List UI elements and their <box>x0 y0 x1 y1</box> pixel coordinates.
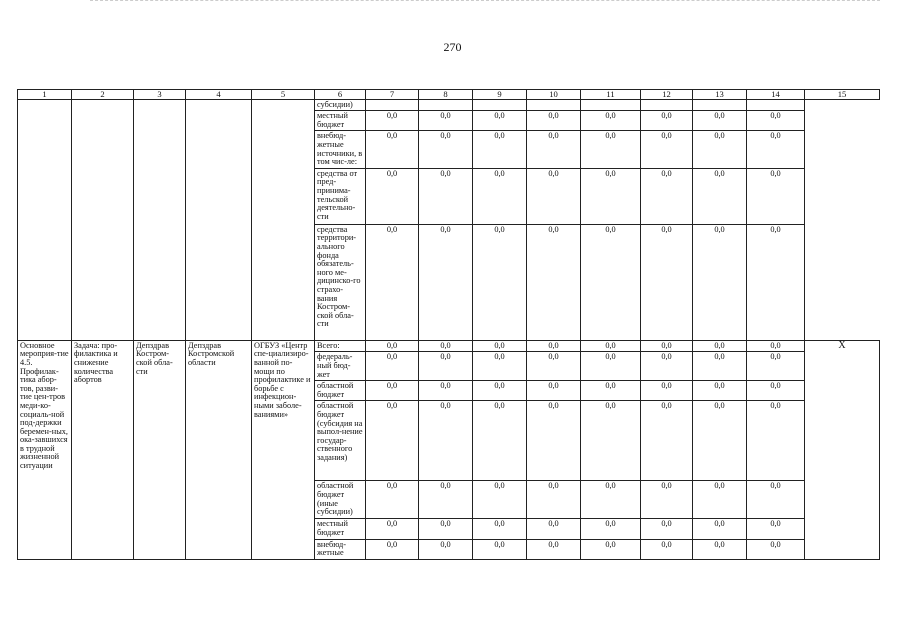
value-cell: 0,0 <box>366 111 419 131</box>
value-cell: 0,0 <box>693 111 747 131</box>
value-cell: 0,0 <box>419 340 473 352</box>
value-cell: 0,0 <box>366 481 419 519</box>
header-cell-13: 13 <box>693 90 747 100</box>
value-cell: 0,0 <box>527 168 581 224</box>
value-cell: 0,0 <box>581 381 641 401</box>
source-label: внебюд-жетные <box>315 539 366 559</box>
value-cell: 0,0 <box>641 111 693 131</box>
empty-cell-col1 <box>18 99 72 340</box>
value-cell: 0,0 <box>693 381 747 401</box>
header-cell-4: 4 <box>186 90 252 100</box>
value-cell: 0,0 <box>366 381 419 401</box>
value-cell: 0,0 <box>527 481 581 519</box>
value-cell: 0,0 <box>747 168 805 224</box>
value-cell: 0,0 <box>581 131 641 168</box>
value-cell: 0,0 <box>641 224 693 340</box>
value-cell: 0,0 <box>747 519 805 539</box>
value-cell: 0,0 <box>473 340 527 352</box>
value-cell: 0,0 <box>473 224 527 340</box>
source-label: внебюд-жетные источники, в том чис-ле: <box>315 131 366 168</box>
value-cell: 0,0 <box>641 340 693 352</box>
value-cell: 0,0 <box>419 224 473 340</box>
value-cell: 0,0 <box>747 340 805 352</box>
value-cell: 0,0 <box>693 224 747 340</box>
header-cell-5: 5 <box>252 90 315 100</box>
header-cell-14: 14 <box>747 90 805 100</box>
header-cell-3: 3 <box>134 90 186 100</box>
value-cell: 0,0 <box>527 401 581 481</box>
value-cell: 0,0 <box>473 519 527 539</box>
value-cell: 0,0 <box>747 401 805 481</box>
value-cell: 0,0 <box>641 381 693 401</box>
value-cell: 0,0 <box>693 352 747 381</box>
value-cell <box>693 99 747 111</box>
value-cell: 0,0 <box>581 224 641 340</box>
value-cell: 0,0 <box>473 131 527 168</box>
value-cell: 0,0 <box>581 481 641 519</box>
value-cell: 0,0 <box>473 381 527 401</box>
value-cell: 0,0 <box>527 381 581 401</box>
value-cell: 0,0 <box>366 401 419 481</box>
event-executor: Депздрав Костромской области <box>186 340 252 559</box>
table-row <box>18 340 880 352</box>
value-cell: 0,0 <box>641 168 693 224</box>
value-cell: 0,0 <box>366 131 419 168</box>
value-cell: 0,0 <box>473 539 527 559</box>
value-cell: 0,0 <box>527 539 581 559</box>
header-cell-10: 10 <box>527 90 581 100</box>
value-cell: 0,0 <box>527 519 581 539</box>
header-cell-6: 6 <box>315 90 366 100</box>
value-cell: 0,0 <box>693 168 747 224</box>
value-cell: 0,0 <box>473 168 527 224</box>
value-cell <box>366 99 419 111</box>
value-cell: 0,0 <box>747 481 805 519</box>
value-cell: 0,0 <box>419 111 473 131</box>
value-cell: 0,0 <box>747 131 805 168</box>
event-participant: ОГБУЗ «Центр спе-циализиро-ванной по-мощи по профилактике и борьбе с инфекцион-ными заболе-ваниями» <box>252 340 315 559</box>
value-cell: 0,0 <box>747 381 805 401</box>
value-cell: 0,0 <box>693 401 747 481</box>
header-cell-2: 2 <box>72 90 134 100</box>
value-cell: 0,0 <box>581 168 641 224</box>
value-cell: 0,0 <box>641 519 693 539</box>
value-cell: 0,0 <box>419 481 473 519</box>
value-cell: 0,0 <box>641 539 693 559</box>
value-cell <box>419 99 473 111</box>
value-cell: 0,0 <box>419 539 473 559</box>
page-number: 270 <box>443 40 462 54</box>
value-cell: 0,0 <box>419 519 473 539</box>
budget-table <box>17 89 880 560</box>
value-cell: 0,0 <box>473 401 527 481</box>
event-coordinator: Депздрав Костром-ской обла-сти <box>134 340 186 559</box>
empty-cell-col3 <box>134 99 186 340</box>
value-cell: 0,0 <box>527 111 581 131</box>
value-cell: 0,0 <box>747 111 805 131</box>
value-cell: 0,0 <box>581 539 641 559</box>
source-label: Всего: <box>315 340 366 352</box>
value-cell: 0,0 <box>747 539 805 559</box>
value-cell <box>527 99 581 111</box>
value-cell: 0,0 <box>581 111 641 131</box>
value-cell: 0,0 <box>527 224 581 340</box>
value-cell: 0,0 <box>527 340 581 352</box>
value-cell: 0,0 <box>641 401 693 481</box>
value-cell: 0,0 <box>419 401 473 481</box>
empty-cell-col2 <box>72 99 134 340</box>
header-cell-1: 1 <box>18 90 72 100</box>
header-cell-8: 8 <box>419 90 473 100</box>
value-cell: 0,0 <box>473 481 527 519</box>
source-label: федераль-ный бюд-жет <box>315 352 366 381</box>
value-cell: 0,0 <box>419 168 473 224</box>
header-row <box>18 90 880 100</box>
value-cell: 0,0 <box>527 352 581 381</box>
value-cell <box>581 99 641 111</box>
value-cell <box>473 99 527 111</box>
event-name: Основное мероприя-тие 4.5. Профилак-тика абор-тов, разви-тие цен-тров меди-ко-социаль-ной под-держки беремен-ных, ока-завшихся в трудной жизненной ситуации <box>18 340 72 559</box>
empty-cell-col4 <box>186 99 252 340</box>
source-label: средства территори-ального фонда обязатель-ного ме-дицинско-го страхо-вания Костром-ской обла-сти <box>315 224 366 340</box>
source-label: местный бюджет <box>315 111 366 131</box>
source-label: областной бюджет (иные субсидии) <box>315 481 366 519</box>
value-cell: 0,0 <box>366 352 419 381</box>
value-cell: 0,0 <box>641 352 693 381</box>
value-cell: 0,0 <box>419 352 473 381</box>
source-label: средства от пред-принима-тельской деятельно-сти <box>315 168 366 224</box>
value-cell: 0,0 <box>581 340 641 352</box>
header-cell-11: 11 <box>581 90 641 100</box>
value-cell: 0,0 <box>419 381 473 401</box>
value-cell: 0,0 <box>641 131 693 168</box>
value-cell: 0,0 <box>693 340 747 352</box>
scan-artifact-line <box>90 0 880 1</box>
source-label: областной бюджет <box>315 381 366 401</box>
table-row <box>18 99 880 111</box>
value-cell: 0,0 <box>693 131 747 168</box>
value-cell: 0,0 <box>581 401 641 481</box>
value-cell: 0,0 <box>693 519 747 539</box>
value-cell: 0,0 <box>366 340 419 352</box>
header-cell-15: 15 <box>805 90 880 100</box>
source-label: местный бюджет <box>315 519 366 539</box>
source-label: субсидии) <box>315 99 366 111</box>
value-cell: 0,0 <box>473 352 527 381</box>
event-task: Задача: про-филактика и снижение количества абортов <box>72 340 134 559</box>
value-cell: 0,0 <box>693 539 747 559</box>
value-cell: 0,0 <box>366 539 419 559</box>
value-cell: 0,0 <box>581 519 641 539</box>
value-cell: 0,0 <box>366 224 419 340</box>
value-cell: 0,0 <box>527 131 581 168</box>
value-cell: 0,0 <box>419 131 473 168</box>
empty-cell-col15 <box>805 99 880 340</box>
value-cell: 0,0 <box>747 224 805 340</box>
empty-cell-col5 <box>252 99 315 340</box>
value-cell: 0,0 <box>473 111 527 131</box>
header-cell-12: 12 <box>641 90 693 100</box>
value-cell: 0,0 <box>366 168 419 224</box>
value-cell: 0,0 <box>366 519 419 539</box>
event-mark: Х <box>805 340 880 559</box>
value-cell: 0,0 <box>581 352 641 381</box>
value-cell: 0,0 <box>747 352 805 381</box>
header-cell-9: 9 <box>473 90 527 100</box>
value-cell: 0,0 <box>641 481 693 519</box>
value-cell <box>641 99 693 111</box>
value-cell: 0,0 <box>693 481 747 519</box>
source-label: областной бюджет (субсидия на выпол-нение государ-ственного задания) <box>315 401 366 481</box>
value-cell <box>747 99 805 111</box>
header-cell-7: 7 <box>366 90 419 100</box>
